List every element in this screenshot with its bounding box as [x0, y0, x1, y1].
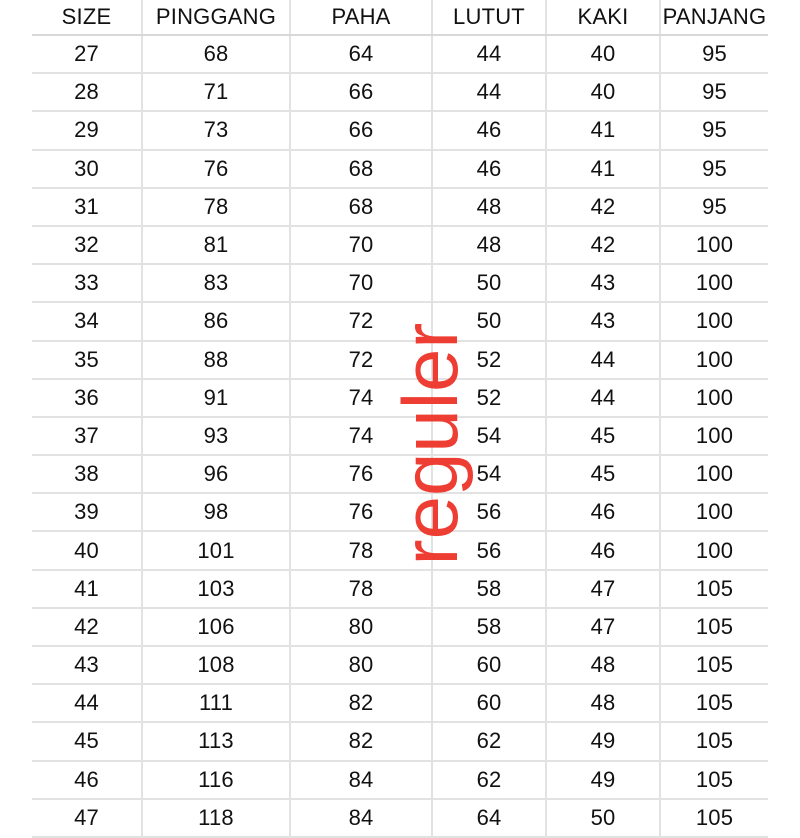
cell-pinggang: 108	[142, 646, 290, 684]
cell-paha: 84	[290, 799, 432, 837]
header-kaki: KAKI	[546, 0, 660, 35]
cell-panjang: 95	[660, 111, 768, 149]
cell-pinggang: 86	[142, 302, 290, 340]
cell-size: 44	[32, 684, 142, 722]
cell-paha: 68	[290, 188, 432, 226]
cell-kaki: 42	[546, 188, 660, 226]
table-row	[32, 531, 768, 569]
cell-paha: 74	[290, 379, 432, 417]
cell-size: 31	[32, 188, 142, 226]
cell-pinggang: 76	[142, 150, 290, 188]
cell-panjang: 95	[660, 73, 768, 111]
cell-kaki: 41	[546, 150, 660, 188]
cell-kaki: 40	[546, 35, 660, 73]
cell-lutut: 46	[432, 150, 546, 188]
cell-lutut: 50	[432, 264, 546, 302]
cell-size: 29	[32, 111, 142, 149]
cell-kaki: 47	[546, 570, 660, 608]
cell-panjang: 100	[660, 379, 768, 417]
table-row	[32, 111, 768, 149]
table-row	[32, 455, 768, 493]
cell-lutut: 58	[432, 570, 546, 608]
table-row	[32, 150, 768, 188]
cell-pinggang: 71	[142, 73, 290, 111]
table-row	[32, 761, 768, 799]
cell-lutut: 60	[432, 646, 546, 684]
table-row	[32, 341, 768, 379]
cell-pinggang: 93	[142, 417, 290, 455]
cell-lutut: 60	[432, 684, 546, 722]
cell-size: 41	[32, 570, 142, 608]
cell-size: 38	[32, 455, 142, 493]
cell-lutut: 62	[432, 722, 546, 760]
table-row	[32, 799, 768, 837]
cell-kaki: 43	[546, 264, 660, 302]
cell-size: 42	[32, 608, 142, 646]
table-row	[32, 722, 768, 760]
cell-lutut: 54	[432, 455, 546, 493]
cell-panjang: 105	[660, 761, 768, 799]
cell-size: 46	[32, 761, 142, 799]
cell-pinggang: 73	[142, 111, 290, 149]
cell-pinggang: 81	[142, 226, 290, 264]
cell-panjang: 100	[660, 493, 768, 531]
cell-kaki: 41	[546, 111, 660, 149]
cell-lutut: 50	[432, 302, 546, 340]
table-row	[32, 646, 768, 684]
cell-panjang: 105	[660, 608, 768, 646]
cell-lutut: 52	[432, 379, 546, 417]
cell-kaki: 44	[546, 341, 660, 379]
cell-paha: 70	[290, 264, 432, 302]
header-paha: PAHA	[290, 0, 432, 35]
cell-lutut: 64	[432, 799, 546, 837]
cell-paha: 74	[290, 417, 432, 455]
table-row	[32, 379, 768, 417]
cell-paha: 72	[290, 302, 432, 340]
cell-lutut: 46	[432, 111, 546, 149]
cell-panjang: 100	[660, 341, 768, 379]
cell-paha: 82	[290, 684, 432, 722]
cell-lutut: 58	[432, 608, 546, 646]
table-row	[32, 417, 768, 455]
cell-kaki: 47	[546, 608, 660, 646]
cell-panjang: 105	[660, 722, 768, 760]
cell-pinggang: 88	[142, 341, 290, 379]
cell-paha: 76	[290, 493, 432, 531]
cell-pinggang: 78	[142, 188, 290, 226]
size-chart-table	[32, 0, 768, 838]
cell-paha: 80	[290, 646, 432, 684]
cell-kaki: 40	[546, 73, 660, 111]
cell-size: 40	[32, 531, 142, 569]
cell-size: 32	[32, 226, 142, 264]
cell-size: 27	[32, 35, 142, 73]
table-row	[32, 684, 768, 722]
cell-pinggang: 68	[142, 35, 290, 73]
cell-kaki: 49	[546, 722, 660, 760]
table-row	[32, 302, 768, 340]
cell-pinggang: 101	[142, 531, 290, 569]
cell-paha: 64	[290, 35, 432, 73]
cell-kaki: 50	[546, 799, 660, 837]
cell-kaki: 45	[546, 417, 660, 455]
cell-pinggang: 91	[142, 379, 290, 417]
cell-paha: 82	[290, 722, 432, 760]
cell-pinggang: 106	[142, 608, 290, 646]
cell-size: 47	[32, 799, 142, 837]
cell-panjang: 105	[660, 570, 768, 608]
cell-paha: 78	[290, 570, 432, 608]
table-row	[32, 226, 768, 264]
table-row	[32, 35, 768, 73]
cell-kaki: 45	[546, 455, 660, 493]
cell-lutut: 56	[432, 493, 546, 531]
cell-paha: 68	[290, 150, 432, 188]
cell-panjang: 95	[660, 35, 768, 73]
table-body	[32, 35, 768, 837]
cell-panjang: 100	[660, 417, 768, 455]
cell-kaki: 42	[546, 226, 660, 264]
cell-pinggang: 103	[142, 570, 290, 608]
table-row	[32, 570, 768, 608]
reguler-watermark: reguler	[386, 322, 474, 566]
header-panjang: PANJANG	[660, 0, 768, 35]
cell-size: 30	[32, 150, 142, 188]
cell-pinggang: 83	[142, 264, 290, 302]
cell-size: 34	[32, 302, 142, 340]
cell-pinggang: 116	[142, 761, 290, 799]
cell-pinggang: 98	[142, 493, 290, 531]
cell-pinggang: 113	[142, 722, 290, 760]
cell-panjang: 105	[660, 646, 768, 684]
cell-kaki: 46	[546, 493, 660, 531]
cell-panjang: 95	[660, 188, 768, 226]
cell-lutut: 44	[432, 73, 546, 111]
cell-paha: 76	[290, 455, 432, 493]
cell-panjang: 100	[660, 531, 768, 569]
cell-paha: 78	[290, 531, 432, 569]
cell-paha: 84	[290, 761, 432, 799]
cell-size: 37	[32, 417, 142, 455]
cell-panjang: 100	[660, 264, 768, 302]
table-row	[32, 264, 768, 302]
cell-pinggang: 118	[142, 799, 290, 837]
cell-size: 39	[32, 493, 142, 531]
cell-panjang: 105	[660, 684, 768, 722]
table-row	[32, 188, 768, 226]
header-row	[32, 0, 768, 35]
cell-kaki: 49	[546, 761, 660, 799]
cell-lutut: 56	[432, 531, 546, 569]
cell-paha: 70	[290, 226, 432, 264]
cell-paha: 66	[290, 73, 432, 111]
header-lutut: LUTUT	[432, 0, 546, 35]
header-pinggang: PINGGANG	[142, 0, 290, 35]
cell-lutut: 44	[432, 35, 546, 73]
cell-panjang: 100	[660, 455, 768, 493]
cell-lutut: 48	[432, 226, 546, 264]
cell-size: 36	[32, 379, 142, 417]
cell-pinggang: 96	[142, 455, 290, 493]
table-row	[32, 608, 768, 646]
cell-size: 28	[32, 73, 142, 111]
cell-panjang: 100	[660, 226, 768, 264]
cell-size: 45	[32, 722, 142, 760]
cell-kaki: 44	[546, 379, 660, 417]
cell-kaki: 48	[546, 684, 660, 722]
cell-paha: 66	[290, 111, 432, 149]
cell-lutut: 52	[432, 341, 546, 379]
cell-paha: 80	[290, 608, 432, 646]
cell-lutut: 48	[432, 188, 546, 226]
cell-lutut: 54	[432, 417, 546, 455]
cell-size: 35	[32, 341, 142, 379]
cell-kaki: 46	[546, 531, 660, 569]
cell-panjang: 100	[660, 302, 768, 340]
cell-panjang: 95	[660, 150, 768, 188]
cell-size: 33	[32, 264, 142, 302]
cell-panjang: 105	[660, 799, 768, 837]
cell-pinggang: 111	[142, 684, 290, 722]
cell-lutut: 62	[432, 761, 546, 799]
cell-kaki: 43	[546, 302, 660, 340]
cell-kaki: 48	[546, 646, 660, 684]
cell-paha: 72	[290, 341, 432, 379]
table-row	[32, 493, 768, 531]
cell-size: 43	[32, 646, 142, 684]
header-size: SIZE	[32, 0, 142, 35]
table-row	[32, 73, 768, 111]
